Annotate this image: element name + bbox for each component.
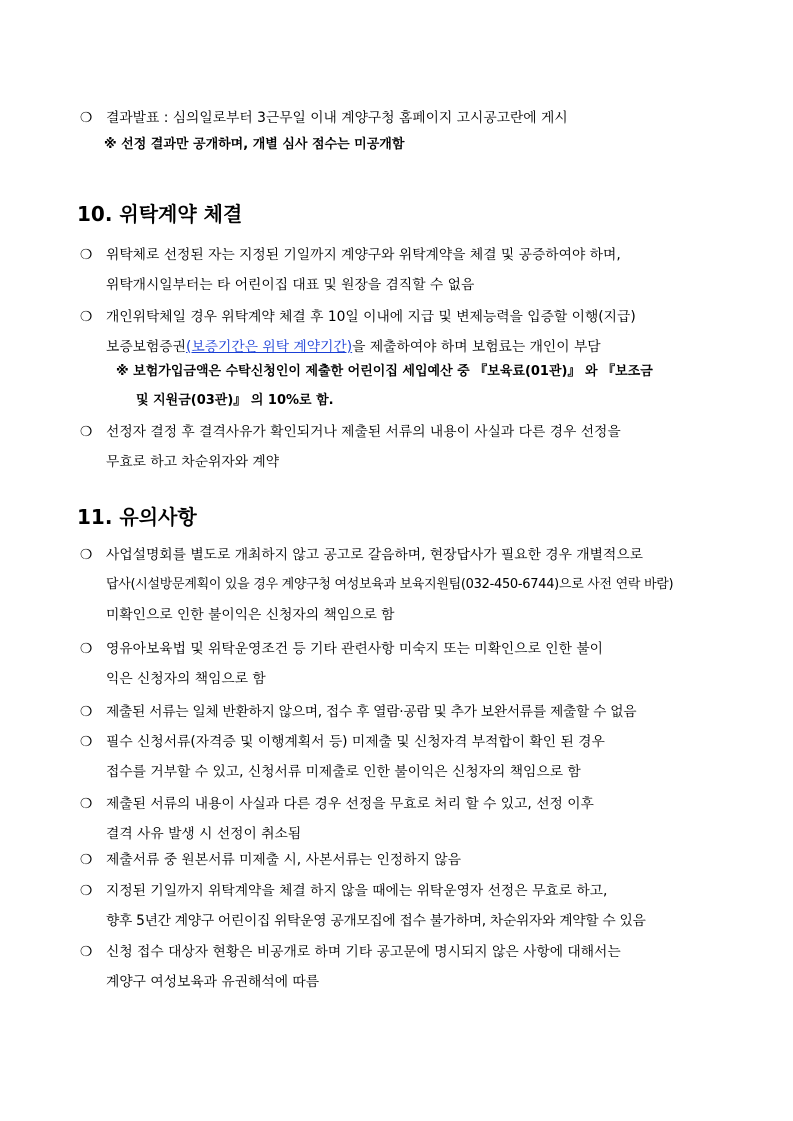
notice-item-2 — [80, 634, 730, 694]
notice-item-8-line-2: 계양구 여성보육과 유권해석에 따름 — [106, 974, 320, 990]
notice-item-5 — [80, 789, 730, 849]
circle-bullet-icon: ❍ — [80, 883, 93, 899]
insurance-tail: 을 제출하여야 하며 보험료는 개인이 부담 — [352, 339, 601, 355]
insurance-note — [116, 357, 756, 415]
notice-item-5-line-2: 결격 사유 발생 시 선정이 취소됨 — [106, 826, 302, 842]
notice-item-5-line-1: 제출된 서류의 내용이 사실과 다른 경우 선정을 무효로 처리 할 수 있고, 선정 이후 — [106, 796, 594, 812]
contract-item-1-line-1: 위탁체로 선정된 자는 지정된 기일까지 계양구와 위탁계약을 체결 및 공증하여야 하며, — [106, 247, 621, 263]
notice-item-6 — [80, 845, 730, 875]
section-11-heading: 11. 유의사항 — [77, 505, 197, 529]
notice-item-6-line-1: 제출서류 중 원본서류 미제출 시, 사본서류는 인정하지 않음 — [106, 852, 461, 868]
circle-bullet-icon: ❍ — [80, 734, 93, 750]
notice-item-4-line-2: 접수를 거부할 수 있고, 신청서류 미제출로 인한 불이익은 신청자의 책임으로 함 — [106, 764, 581, 780]
notice-item-4 — [80, 727, 730, 787]
circle-bullet-icon: ❍ — [80, 247, 93, 263]
notice-item-7-line-1: 지정된 기일까지 위탁계약을 체결 하지 않을 때에는 위탁운영자 선정은 무효로 하고, — [106, 883, 608, 899]
circle-bullet-icon: ❍ — [80, 852, 93, 868]
guarantee-period-link[interactable]: (보증기간은 위탁 계약기간) — [185, 339, 353, 355]
notice-item-1-line-2: 답사(시설방문계획이 있을 경우 계양구청 여성보육과 보육지원팀(032-450-6744)으로 사전 연락 바람) — [106, 577, 674, 592]
section-10-heading: 10. 위탁계약 체결 — [77, 202, 243, 226]
contract-item-3-line-1: 선정자 결정 후 결격사유가 확인되거나 제출된 서류의 내용이 사실과 다른 경우 선정을 — [106, 424, 621, 440]
circle-bullet-icon: ❍ — [80, 704, 93, 720]
insurance-label: 보증보험증권 — [106, 339, 186, 355]
contract-item-1 — [80, 240, 730, 300]
notice-item-2-line-2: 익은 신청자의 책임으로 함 — [106, 671, 266, 687]
notice-item-1-line-1: 사업설명회를 별도로 개최하지 않고 공고로 갈음하며, 현장답사가 필요한 경우 개별적으로 — [106, 547, 643, 563]
result-announcement-text: 결과발표 : 심의일로부터 3근무일 이내 계양구청 홈페이지 고시공고란에 게시 — [106, 110, 568, 126]
notice-item-3-line-1: 제출된 서류는 일체 반환하지 않으며, 접수 후 열람·공람 및 추가 보완서류를 제출할 수 없음 — [106, 704, 637, 720]
notice-item-4-line-1: 필수 신청서류(자격증 및 이행계획서 등) 미제출 및 신청자격 부적합이 확인 된 경우 — [106, 734, 605, 750]
contract-item-2 — [80, 302, 730, 362]
notice-item-1-line-3: 미확인으로 인한 불이익은 신청자의 책임으로 함 — [106, 607, 395, 623]
notice-item-8 — [80, 937, 730, 997]
circle-bullet-icon: ❍ — [80, 796, 93, 812]
result-note-text: ※ 선정 결과만 공개하며, 개별 심사 점수는 미공개함 — [104, 137, 405, 152]
circle-bullet-icon: ❍ — [80, 944, 93, 960]
notice-item-1 — [80, 540, 730, 630]
notice-item-3 — [80, 697, 730, 727]
result-note — [104, 130, 744, 159]
notice-item-7-line-2: 향후 5년간 계양구 어린이집 위탁운영 공개모집에 접수 불가하며, 차순위자와 계약할 수 있음 — [106, 913, 646, 929]
contract-item-3 — [80, 417, 730, 477]
insurance-note-line-2: 및 지원금(03관)』 의 10%로 함. — [136, 393, 334, 408]
circle-bullet-icon: ❍ — [80, 110, 93, 126]
contract-item-3-line-2: 무효로 하고 차순위자와 계약 — [106, 454, 280, 470]
insurance-note-line-1: ※ 보험가입금액은 수탁신청인이 제출한 어린이집 세입예산 중 『보육료(01관)』 와 『보조금 — [116, 364, 653, 379]
notice-item-8-line-1: 신청 접수 대상자 현황은 비공개로 하며 기타 공고문에 명시되지 않은 사항에 대해서는 — [106, 944, 621, 960]
contract-item-2-line-1: 개인위탁체일 경우 위탁계약 체결 후 10일 이내에 지급 및 변제능력을 입증할 이행(지급) — [106, 309, 636, 325]
notice-item-2-line-1: 영유아보육법 및 위탁운영조건 등 기타 관련사항 미숙지 또는 미확인으로 인한 불이 — [106, 641, 603, 657]
contract-item-1-line-2: 위탁개시일부터는 타 어린이집 대표 및 원장을 겸직할 수 없음 — [106, 277, 475, 293]
circle-bullet-icon: ❍ — [80, 424, 93, 440]
result-announcement-item — [80, 103, 730, 133]
circle-bullet-icon: ❍ — [80, 547, 93, 563]
circle-bullet-icon: ❍ — [80, 641, 93, 657]
notice-item-7 — [80, 876, 730, 936]
circle-bullet-icon: ❍ — [80, 309, 93, 325]
